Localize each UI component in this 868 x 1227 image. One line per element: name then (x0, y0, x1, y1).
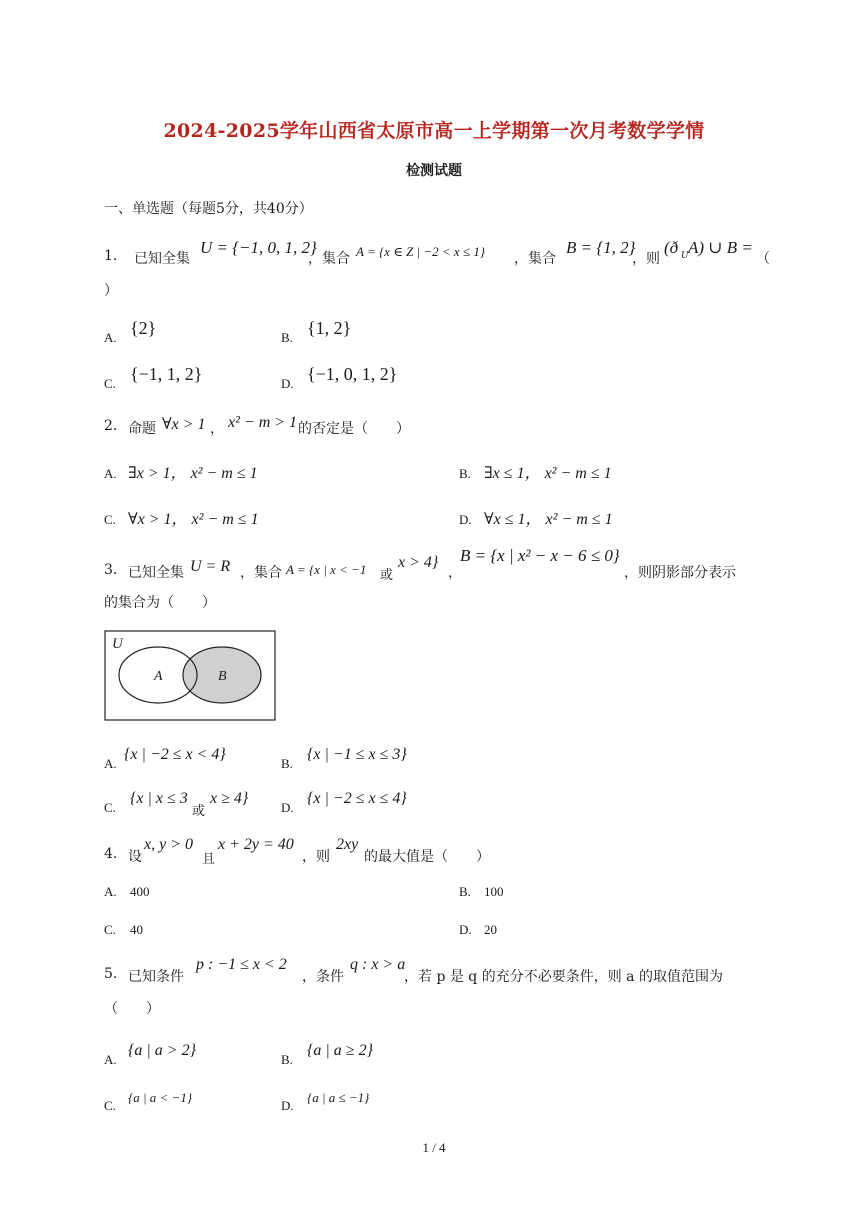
complement-symbol: (ð (664, 238, 679, 257)
option-b-value: {a | a ≥ 2} (307, 1042, 373, 1059)
venn-label-a: A (154, 669, 163, 684)
option-c-label: C. (104, 1098, 116, 1113)
option-d-label: D. (459, 512, 472, 527)
math-expression: B = {x | x² − x − 6 ≤ 0} (460, 546, 620, 565)
option-c-value: {−1, 1, 2} (130, 364, 203, 384)
math-expression: ∀x > 1 (162, 416, 206, 433)
math-expression: x² − m > 1 (228, 414, 298, 431)
option-d-value: {a | a ≤ −1} (307, 1090, 370, 1105)
option-b-label: B. (459, 884, 471, 899)
question-number: 2. (104, 418, 118, 434)
option-a-value: 400 (130, 884, 150, 899)
option-a-value: ∃x > 1， x² − m ≤ 1 (128, 465, 258, 482)
section-heading: 一、单选题（每题5分，共40分） (104, 201, 313, 217)
math-expression: B = {1, 2} (566, 238, 636, 257)
option-a-value: {2} (130, 318, 157, 338)
question-text: 且 (202, 852, 216, 867)
option-b-label: B. (459, 466, 471, 481)
math-expression: x + 2y = 40 (218, 836, 294, 853)
answer-bracket: （ ） (104, 1001, 160, 1017)
question-text: ，则 (302, 849, 330, 865)
option-d-value: ∀x ≤ 1， x² − m ≤ 1 (484, 511, 613, 528)
option-d-label: D. (459, 922, 472, 937)
venn-label-u: U (112, 636, 123, 652)
option-a-value: {a | a > 2} (128, 1042, 196, 1059)
option-b-label: B. (281, 1052, 293, 1067)
math-expression: A) ∪ B = (688, 238, 753, 257)
question-number: 5. (104, 966, 118, 982)
question-text: 已知全集 (128, 565, 184, 581)
option-c-value: {a | a < −1} (128, 1090, 193, 1105)
option-d-label: D. (281, 1098, 294, 1113)
question-text: ，集合 (240, 565, 282, 581)
option-c-or: 或 (192, 804, 206, 819)
math-expression: p : −1 ≤ x < 2 (196, 956, 287, 973)
option-b-label: B. (281, 756, 293, 771)
option-b-value: {x | −1 ≤ x ≤ 3} (307, 746, 407, 763)
question-text: ，集合 (308, 251, 350, 267)
math-expression: x > 4} (398, 554, 439, 571)
option-a-label: A. (104, 1052, 117, 1067)
question-text: 的最大值是（ ） (364, 849, 490, 865)
option-a-value: {x | −2 ≤ x < 4} (124, 746, 226, 763)
option-a-label: A. (104, 756, 117, 771)
math-expression: U = {−1, 0, 1, 2} (200, 238, 317, 257)
option-c-value: {x | x ≤ 3 (130, 790, 188, 807)
answer-bracket: ） (104, 283, 118, 299)
document-subtitle: 检测试题 (406, 163, 462, 179)
option-b-value: 100 (484, 884, 504, 899)
option-b-value: {1, 2} (307, 318, 352, 338)
option-d-value: {−1, 0, 1, 2} (307, 364, 398, 384)
option-b-value: ∃x ≤ 1， x² − m ≤ 1 (484, 465, 612, 482)
answer-bracket: （ (756, 251, 770, 267)
question-text: 已知条件 (128, 969, 184, 985)
question-text: 的集合为（ ） (104, 595, 216, 611)
option-c-value: ∀x > 1， x² − m ≤ 1 (128, 511, 259, 528)
question-text: 的否定是（ ） (298, 421, 410, 437)
question-text: 设 (128, 849, 142, 865)
question-number: 4. (104, 846, 118, 862)
option-c-value: 40 (130, 922, 143, 937)
page-number: 1 / 4 (422, 1140, 446, 1155)
question-text: ，集合 (514, 251, 556, 267)
option-d-label: D. (281, 800, 294, 815)
question-text: ，若 p 是 q 的充分不必要条件，则 a 的取值范围为 (404, 969, 723, 985)
complement-subscript: U (681, 250, 689, 261)
question-text: 已知全集 (134, 251, 190, 267)
option-d-label: D. (281, 376, 294, 391)
venn-diagram (104, 630, 277, 722)
question-text: ，则阴影部分表示 (624, 565, 736, 581)
math-expression: q : x > a (350, 956, 406, 973)
option-d-value: {x | −2 ≤ x ≤ 4} (307, 790, 407, 807)
math-expression: A = {x | x < −1 (286, 562, 367, 577)
question-text: ， (210, 421, 224, 437)
question-text: ， (448, 565, 462, 581)
option-c-label: C. (104, 376, 116, 391)
document-title: 2024-2025学年山西省太原市高一上学期第一次月考数学学情 (163, 120, 705, 142)
question-text: 或 (380, 568, 394, 583)
option-a-label: A. (104, 466, 117, 481)
question-text: 命题 (128, 421, 156, 437)
math-expression: x, y > 0 (144, 836, 193, 853)
option-a-label: A. (104, 330, 117, 345)
option-b-label: B. (281, 330, 293, 345)
venn-label-b: B (218, 669, 227, 684)
question-number: 3. (104, 562, 118, 578)
option-c-value-2: x ≥ 4} (210, 790, 249, 807)
question-text: ，条件 (302, 969, 344, 985)
math-expression: U = R (190, 558, 231, 575)
option-c-label: C. (104, 800, 116, 815)
math-expression: 2xy (336, 836, 359, 853)
option-c-label: C. (104, 512, 116, 527)
option-a-label: A. (104, 884, 117, 899)
question-text: ，则 (632, 251, 660, 267)
option-d-value: 20 (484, 922, 497, 937)
math-expression: A = {x ∈ Z | −2 < x ≤ 1} (356, 244, 486, 259)
option-c-label: C. (104, 922, 116, 937)
question-number: 1. (104, 248, 118, 264)
